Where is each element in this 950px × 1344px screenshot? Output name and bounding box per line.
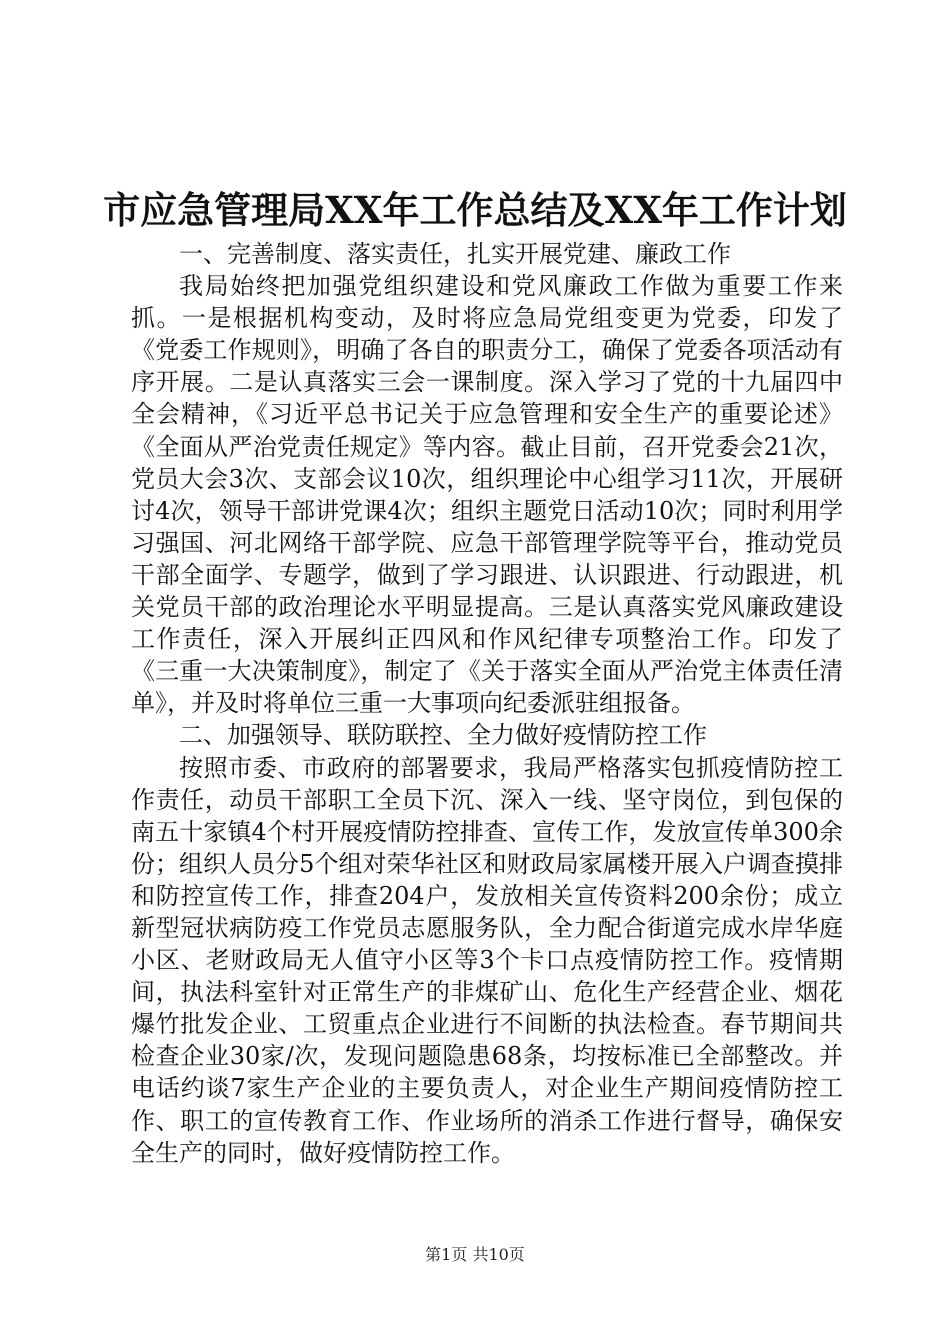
section-2-paragraph: 按照市委、市政府的部署要求，我局严格落实包抓疫情防控工作责任，动员干部职工全员下沉、深入一线、坚守岗位，到包保的南五十家镇4个村开展疫情防控排查、宣传工作，发放宣传单300余份；组织人员分5个组对荣华社区和财政局家属楼开展入户调查摸排和防控宣传工作，排查204户，发放相关宣传资料200余份；成立新型冠状病防疫工作党员志愿服务队，全力配合街道完成水岸华庭小区、老财政局无人值守小区等3个卡口点疫情防控工作。疫情期间，执法科室针对正常生产的非煤矿山、危化生产经营企业、烟花爆竹批发企业、工贸重点企业进行不间断的执法检查。春节期间共检查企业30家/次，发现问题隐患68条，均按标准已全部整改。并电话约谈7家生产企业的主要负责人，对企业生产期间疫情防控工作、职工的宣传教育工作、作业场所的消杀工作进行督导，确保安全生产的同时，做好疫情防控工作。 xyxy=(131,753,843,1167)
page-footer: 第1页 共10页 xyxy=(425,1245,525,1264)
section-1-paragraph: 我局始终把加强党组织建设和党风廉政工作做为重要工作来抓。一是根据机构变动，及时将应急局党组变更为党委，印发了《党委工作规则》，明确了各自的职责分工，确保了党委各项活动有序开展。二是认真落实三会一课制度。深入学习了党的十九届四中全会精神，《习近平总书记关于应急管理和安全生产的重要论述》《全面从严治党责任规定》等内容。截止目前，召开党委会21次，党员大会3次、支部会议10次，组织理论中心组学习11次，开展研讨4次，领导干部讲党课4次；组织主题党日活动10次；同时利用学习强国、河北网络干部学院、应急干部管理学院等平台，推动党员干部全面学、专题学，做到了学习跟进、认识跟进、行动跟进，机关党员干部的政治理论水平明显提高。三是认真落实党风廉政建设工作责任，深入开展纠正四风和作风纪律专项整治工作。印发了《三重一大决策制度》，制定了《关于落实全面从严治党主体责任清单》，并及时将单位三重一大事项向纪委派驻组报备。 xyxy=(131,272,843,718)
section-2-heading: 二、加强领导、联防联控、全力做好疫情防控工作 xyxy=(179,721,707,750)
section-1-heading: 一、完善制度、落实责任，扎实开展党建、廉政工作 xyxy=(179,240,731,268)
document-title: 市应急管理局XX年工作总结及XX年工作计划 xyxy=(103,188,847,232)
document-body xyxy=(131,238,843,1169)
